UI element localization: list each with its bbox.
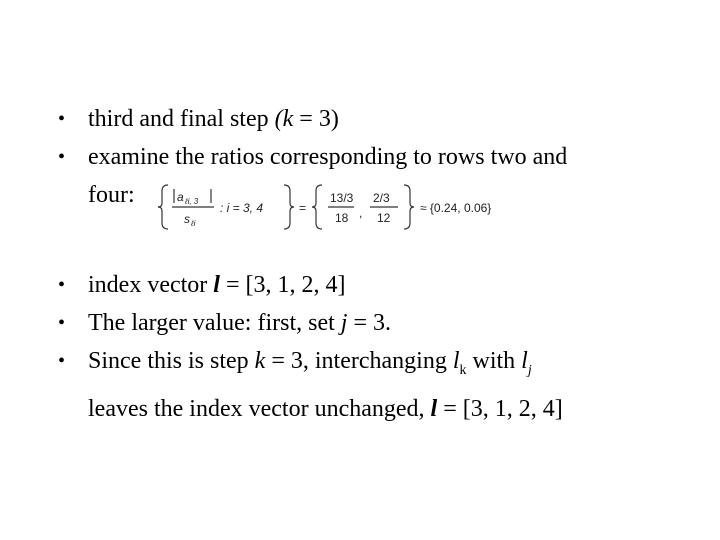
svg-text:,: , [359,206,363,220]
right-brace [284,185,294,229]
ratio-formula-svg [158,183,518,231]
bullet-text: = [3, 1, 2, 4] [219,272,346,298]
bullet-text: examine the ratios corresponding to rows two and [88,144,568,170]
bullet-math: l [430,395,438,422]
formula-s: s [184,212,190,226]
bullet-math: k [254,348,266,374]
formula-approx: ≈ {0.24, 0.06} [420,201,492,215]
bullet-math: l [521,348,528,374]
bullet-dot: • [58,312,66,334]
bullet-math-sub: j [527,362,532,378]
bullet-math-sub: k [459,362,467,378]
bullet-text: The larger value: first, set [88,310,341,336]
fraction-1-numerator: 13/3 [330,191,354,205]
bullet-dot: • [58,108,66,130]
bullet-dot: • [58,274,66,296]
bullet-text: = 3) [293,106,339,132]
bullet-text: = 3, interchanging [265,348,453,374]
left-brace [158,185,168,229]
left-brace-2 [312,185,322,229]
bullet-math: l [213,272,220,298]
bullet-dot: • [58,146,66,168]
bullet-item-index-vector [58,266,678,304]
formula-equals: = [299,201,307,215]
bullet-text: four: [88,182,135,208]
bullet-text: = 3. [347,310,392,336]
bullet-text: with [466,348,522,374]
bullet-text: third and final step [88,106,275,132]
bullet-text: leaves the index vector unchanged, [88,395,431,422]
bullet-list [58,100,678,428]
bullet-item-interchange [58,342,678,428]
fraction-1-denominator: 18 [335,211,349,225]
fraction-2-numerator: 2/3 [373,191,390,205]
bullet-item-step [58,100,678,138]
ratio-formula [158,183,518,231]
bullet-text: = [3, 1, 2, 4] [437,395,563,422]
formula-condition: : i = 3, 4 [220,201,264,215]
bullet-item-larger-value [58,304,678,342]
bullet-math: l [452,348,460,374]
formula-a-sub: ℓi, 3 [185,197,199,206]
bullet-dot: • [58,350,66,372]
formula-s-sub: ℓi [191,219,196,228]
bullet-math: j [340,310,348,336]
right-brace-2 [404,185,414,229]
bullet-text: index vector [88,272,214,298]
bullet-text: Since this is step [88,348,255,374]
fraction-2-denominator: 12 [377,211,391,225]
formula-a: a [177,190,184,204]
bullet-math: (k [274,106,294,132]
